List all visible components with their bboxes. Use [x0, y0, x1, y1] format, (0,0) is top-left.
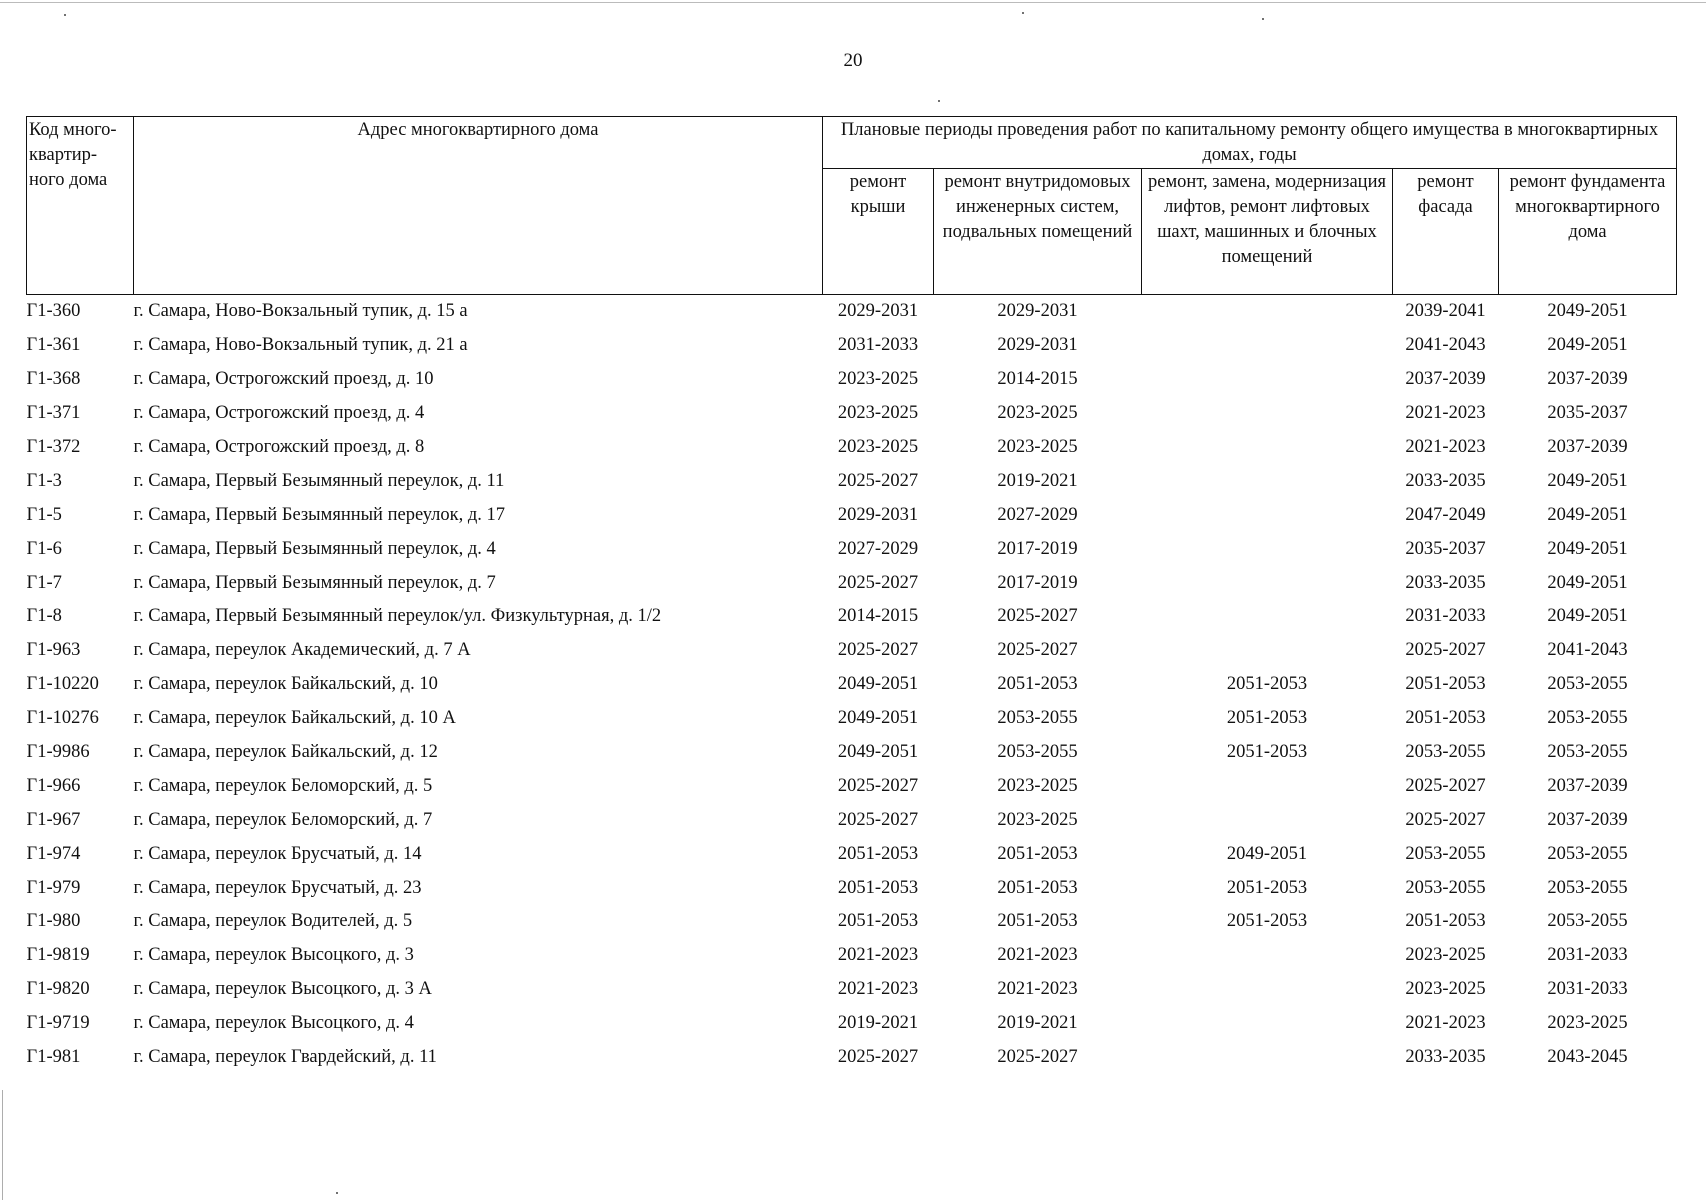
cell-code: Г1-9820: [26, 979, 90, 1000]
cell-systems: 2029-2031: [997, 335, 1078, 356]
cell-address: г. Самара, переулок Брусчатый, д. 14: [133, 843, 422, 864]
table-row: [27, 498, 1677, 532]
scan-speck: [1262, 18, 1264, 20]
cell-elevators: [1142, 634, 1393, 668]
cell-systems: 2051-2053: [997, 877, 1078, 898]
scan-speck: [1022, 12, 1024, 14]
table-row: [27, 939, 1677, 973]
cell-address: г. Самара, переулок Брусчатый, д. 23: [133, 877, 422, 898]
table-row: [27, 431, 1677, 465]
cell-roof: 2029-2031: [837, 504, 919, 525]
cell-systems: 2017-2019: [997, 572, 1078, 593]
cell-address: г. Самара, переулок Академический, д. 7 А: [133, 640, 471, 661]
cell-address: г. Самара, переулок Байкальский, д. 12: [133, 742, 438, 763]
table-row: [27, 464, 1677, 498]
cell-foundation: 2037-2039: [1547, 775, 1628, 796]
cell-foundation: 2041-2043: [1547, 640, 1628, 661]
cell-foundation: 2037-2039: [1547, 809, 1628, 830]
cell-foundation: 2037-2039: [1547, 369, 1628, 390]
cell-facade: 2051-2053: [1405, 911, 1486, 932]
table-row: [27, 871, 1677, 905]
cell-elevators: [1142, 1007, 1393, 1041]
cell-foundation: 2049-2051: [1547, 301, 1628, 322]
cell-systems: 2025-2027: [997, 1047, 1078, 1068]
cell-systems: 2023-2025: [997, 437, 1078, 457]
cell-roof: 2025-2027: [837, 572, 919, 593]
cell-elevators: [1142, 939, 1393, 973]
cell-code: Г1-6: [26, 538, 62, 559]
cell-roof: 2019-2021: [837, 1013, 919, 1034]
cell-elevators: [1142, 329, 1393, 363]
cell-address: г. Самара, переулок Байкальский, д. 10 А: [133, 708, 456, 729]
table-row: [27, 736, 1677, 770]
cell-foundation: 2053-2055: [1547, 742, 1628, 763]
cell-facade: 2033-2035: [1405, 1047, 1486, 1068]
table-row: [27, 702, 1677, 736]
cell-systems: 2053-2055: [997, 708, 1078, 729]
cell-address: г. Самара, переулок Байкальский, д. 10: [133, 674, 438, 695]
cell-roof: 2051-2053: [837, 877, 919, 898]
cell-foundation: 2049-2051: [1547, 538, 1628, 559]
cell-systems: 2023-2025: [997, 809, 1078, 830]
column-header-systems: ремонт внутридомовых инженерных систем, подвальных помещений: [934, 169, 1142, 295]
cell-foundation: 2049-2051: [1547, 470, 1628, 491]
table-row: [27, 769, 1677, 803]
cell-address: г. Самара, переулок Высоцкого, д. 4: [133, 1013, 414, 1034]
cell-facade: 2025-2027: [1405, 775, 1486, 796]
cell-code: Г1-980: [26, 911, 81, 932]
cell-foundation: 2053-2055: [1547, 877, 1628, 898]
cell-facade: 2025-2027: [1405, 640, 1486, 661]
cell-code: Г1-372: [26, 437, 81, 457]
cell-facade: 2041-2043: [1405, 335, 1486, 356]
cell-elevators: [1142, 803, 1393, 837]
cell-roof: 2049-2051: [837, 742, 919, 763]
cell-elevators: 2051-2053: [1226, 708, 1308, 729]
cell-facade: 2021-2023: [1405, 1013, 1486, 1034]
table-row: [27, 532, 1677, 566]
cell-roof: 2023-2025: [837, 437, 919, 457]
cell-roof: 2049-2051: [837, 708, 919, 729]
cell-elevators: [1142, 363, 1393, 397]
cell-systems: 2027-2029: [997, 504, 1078, 525]
table-row: [27, 973, 1677, 1007]
column-header-address: Адрес многоквартирного дома: [134, 117, 823, 295]
cell-elevators: 2051-2053: [1226, 674, 1308, 695]
cell-code: Г1-8: [26, 606, 62, 627]
table-row: [27, 295, 1677, 329]
table-row: [27, 1041, 1677, 1075]
cell-foundation: 2049-2051: [1547, 335, 1628, 356]
cell-facade: 2021-2023: [1405, 437, 1486, 457]
cell-roof: 2025-2027: [837, 470, 919, 491]
cell-code: Г1-10220: [26, 674, 99, 695]
cell-systems: 2021-2023: [997, 945, 1078, 966]
cell-roof: 2023-2025: [837, 403, 919, 424]
cell-facade: 2031-2033: [1405, 606, 1486, 627]
cell-elevators: [1142, 973, 1393, 1007]
cell-foundation: 2049-2051: [1547, 606, 1628, 627]
cell-facade: 2025-2027: [1405, 809, 1486, 830]
cell-facade: 2033-2035: [1405, 572, 1486, 593]
column-header-foundation: ремонт фундамента многоквартирного дома: [1499, 169, 1677, 295]
repair-schedule-table: [26, 116, 1677, 1074]
cell-systems: 2023-2025: [997, 403, 1078, 424]
cell-code: Г1-371: [26, 403, 81, 424]
cell-facade: 2039-2041: [1405, 301, 1486, 322]
table-row: [27, 905, 1677, 939]
column-header-periods-group: Плановые периоды проведения работ по капитальному ремонту общего имущества в многоквартирных домах, годы: [823, 117, 1677, 169]
column-header-facade: ремонт фасада: [1393, 169, 1499, 295]
page-number: 20: [843, 50, 863, 71]
table-row: [27, 803, 1677, 837]
table-row: [27, 1007, 1677, 1041]
cell-code: Г1-10276: [26, 708, 99, 729]
cell-address: г. Самара, Первый Безымянный переулок, д. 17: [133, 504, 506, 525]
scan-edge-line-top: [0, 2, 1706, 3]
cell-foundation: 2053-2055: [1547, 843, 1628, 864]
cell-code: Г1-974: [26, 843, 81, 864]
table-row: [27, 600, 1677, 634]
cell-elevators: 2051-2053: [1226, 742, 1308, 763]
cell-systems: 2053-2055: [997, 742, 1078, 763]
cell-facade: 2051-2053: [1405, 674, 1486, 695]
table-row: [27, 566, 1677, 600]
cell-roof: 2014-2015: [837, 606, 919, 627]
cell-foundation: 2049-2051: [1547, 572, 1628, 593]
cell-elevators: 2049-2051: [1226, 843, 1308, 864]
scan-speck: [64, 14, 66, 16]
scan-speck: [938, 100, 940, 102]
cell-facade: 2047-2049: [1405, 504, 1486, 525]
cell-elevators: [1142, 397, 1393, 431]
cell-address: г. Самара, переулок Беломорский, д. 7: [133, 809, 433, 830]
cell-address: г. Самара, Первый Безымянный переулок, д. 4: [133, 538, 496, 559]
cell-facade: 2023-2025: [1405, 979, 1486, 1000]
cell-code: Г1-3: [26, 470, 62, 491]
cell-facade: 2023-2025: [1405, 945, 1486, 966]
cell-elevators: [1142, 498, 1393, 532]
cell-foundation: 2037-2039: [1547, 437, 1628, 457]
cell-address: г. Самара, Острогожский проезд, д. 8: [133, 437, 425, 457]
cell-facade: 2053-2055: [1405, 742, 1486, 763]
cell-code: Г1-360: [26, 301, 81, 322]
cell-systems: 2025-2027: [997, 640, 1078, 661]
cell-code: Г1-9819: [26, 945, 90, 966]
cell-roof: 2025-2027: [837, 640, 919, 661]
cell-elevators: [1142, 566, 1393, 600]
cell-code: Г1-5: [26, 504, 62, 525]
cell-foundation: 2031-2033: [1547, 979, 1628, 1000]
cell-roof: 2025-2027: [837, 1047, 919, 1068]
cell-foundation: 2031-2033: [1547, 945, 1628, 966]
cell-systems: 2051-2053: [997, 674, 1078, 695]
column-header-elevators: ремонт, замена, модернизация лифтов, ремонт лифтовых шахт, машинных и блочных помещений: [1142, 169, 1393, 295]
cell-code: Г1-979: [26, 877, 81, 898]
table-row: [27, 329, 1677, 363]
cell-address: г. Самара, переулок Водителей, д. 5: [133, 911, 413, 932]
cell-code: Г1-7: [26, 572, 62, 593]
cell-elevators: 2051-2053: [1226, 877, 1308, 898]
table-row: [27, 634, 1677, 668]
cell-roof: 2025-2027: [837, 809, 919, 830]
cell-systems: 2019-2021: [997, 1013, 1078, 1034]
cell-address: г. Самара, переулок Высоцкого, д. 3: [133, 945, 414, 966]
cell-elevators: [1142, 464, 1393, 498]
cell-facade: 2051-2053: [1405, 708, 1486, 729]
cell-address: г. Самара, переулок Гвардейский, д. 11: [133, 1047, 437, 1068]
cell-facade: 2033-2035: [1405, 470, 1486, 491]
cell-code: Г1-368: [26, 369, 81, 390]
table-row: [27, 668, 1677, 702]
cell-elevators: [1142, 295, 1393, 329]
cell-elevators: [1142, 431, 1393, 465]
cell-roof: 2027-2029: [837, 538, 919, 559]
cell-facade: 2035-2037: [1405, 538, 1486, 559]
cell-systems: 2017-2019: [997, 538, 1078, 559]
cell-roof: 2021-2023: [837, 945, 919, 966]
cell-code: Г1-9986: [26, 742, 90, 763]
cell-code: Г1-967: [26, 809, 81, 830]
cell-address: г. Самара, Первый Безымянный переулок/ул. Физкультурная, д. 1/2: [133, 606, 662, 627]
cell-elevators: [1142, 769, 1393, 803]
cell-roof: 2051-2053: [837, 911, 919, 932]
cell-roof: 2023-2025: [837, 369, 919, 390]
cell-systems: 2021-2023: [997, 979, 1078, 1000]
cell-foundation: 2053-2055: [1547, 674, 1628, 695]
cell-address: г. Самара, Ново-Вокзальный тупик, д. 21 а: [133, 335, 468, 356]
cell-systems: 2014-2015: [997, 369, 1078, 390]
cell-roof: 2049-2051: [837, 674, 919, 695]
cell-code: Г1-9719: [26, 1013, 90, 1034]
cell-systems: 2019-2021: [997, 470, 1078, 491]
cell-address: г. Самара, переулок Высоцкого, д. 3 А: [133, 979, 432, 1000]
cell-code: Г1-963: [26, 640, 81, 661]
cell-code: Г1-361: [26, 335, 81, 356]
cell-roof: 2025-2027: [837, 775, 919, 796]
table-row: [27, 397, 1677, 431]
cell-systems: 2051-2053: [997, 911, 1078, 932]
cell-address: г. Самара, Острогожский проезд, д. 4: [133, 403, 425, 424]
cell-roof: 2029-2031: [837, 301, 919, 322]
cell-roof: 2051-2053: [837, 843, 919, 864]
cell-address: г. Самара, Острогожский проезд, д. 10: [133, 369, 434, 390]
cell-foundation: 2049-2051: [1547, 504, 1628, 525]
scan-speck: [336, 1192, 338, 1194]
scan-edge-line-left: [2, 1090, 3, 1200]
cell-systems: 2051-2053: [997, 843, 1078, 864]
cell-foundation: 2053-2055: [1547, 911, 1628, 932]
cell-foundation: 2023-2025: [1547, 1013, 1628, 1034]
table-header: [27, 117, 1677, 295]
cell-systems: 2025-2027: [997, 606, 1078, 627]
cell-facade: 2021-2023: [1405, 403, 1486, 424]
cell-systems: 2023-2025: [997, 775, 1078, 796]
cell-address: г. Самара, Первый Безымянный переулок, д. 11: [133, 470, 505, 491]
cell-systems: 2029-2031: [997, 301, 1078, 322]
cell-facade: 2037-2039: [1405, 369, 1486, 390]
cell-foundation: 2053-2055: [1547, 708, 1628, 729]
cell-elevators: [1142, 532, 1393, 566]
cell-elevators: 2051-2053: [1226, 911, 1308, 932]
cell-roof: 2021-2023: [837, 979, 919, 1000]
cell-foundation: 2043-2045: [1547, 1047, 1628, 1068]
cell-address: г. Самара, Первый Безымянный переулок, д. 7: [133, 572, 496, 593]
table-row: [27, 837, 1677, 871]
cell-elevators: [1142, 1041, 1393, 1075]
cell-roof: 2031-2033: [837, 335, 919, 356]
cell-elevators: [1142, 600, 1393, 634]
column-header-code: Код много-квартир-ного дома: [27, 117, 134, 295]
cell-address: г. Самара, Ново-Вокзальный тупик, д. 15 а: [133, 301, 468, 322]
column-header-roof: ремонт крыши: [823, 169, 934, 295]
cell-foundation: 2035-2037: [1547, 403, 1628, 424]
table-body: [27, 295, 1677, 1075]
cell-code: Г1-981: [26, 1047, 81, 1068]
cell-facade: 2053-2055: [1405, 877, 1486, 898]
table-row: [27, 363, 1677, 397]
cell-facade: 2053-2055: [1405, 843, 1486, 864]
cell-code: Г1-966: [26, 775, 81, 796]
cell-address: г. Самара, переулок Беломорский, д. 5: [133, 775, 433, 796]
